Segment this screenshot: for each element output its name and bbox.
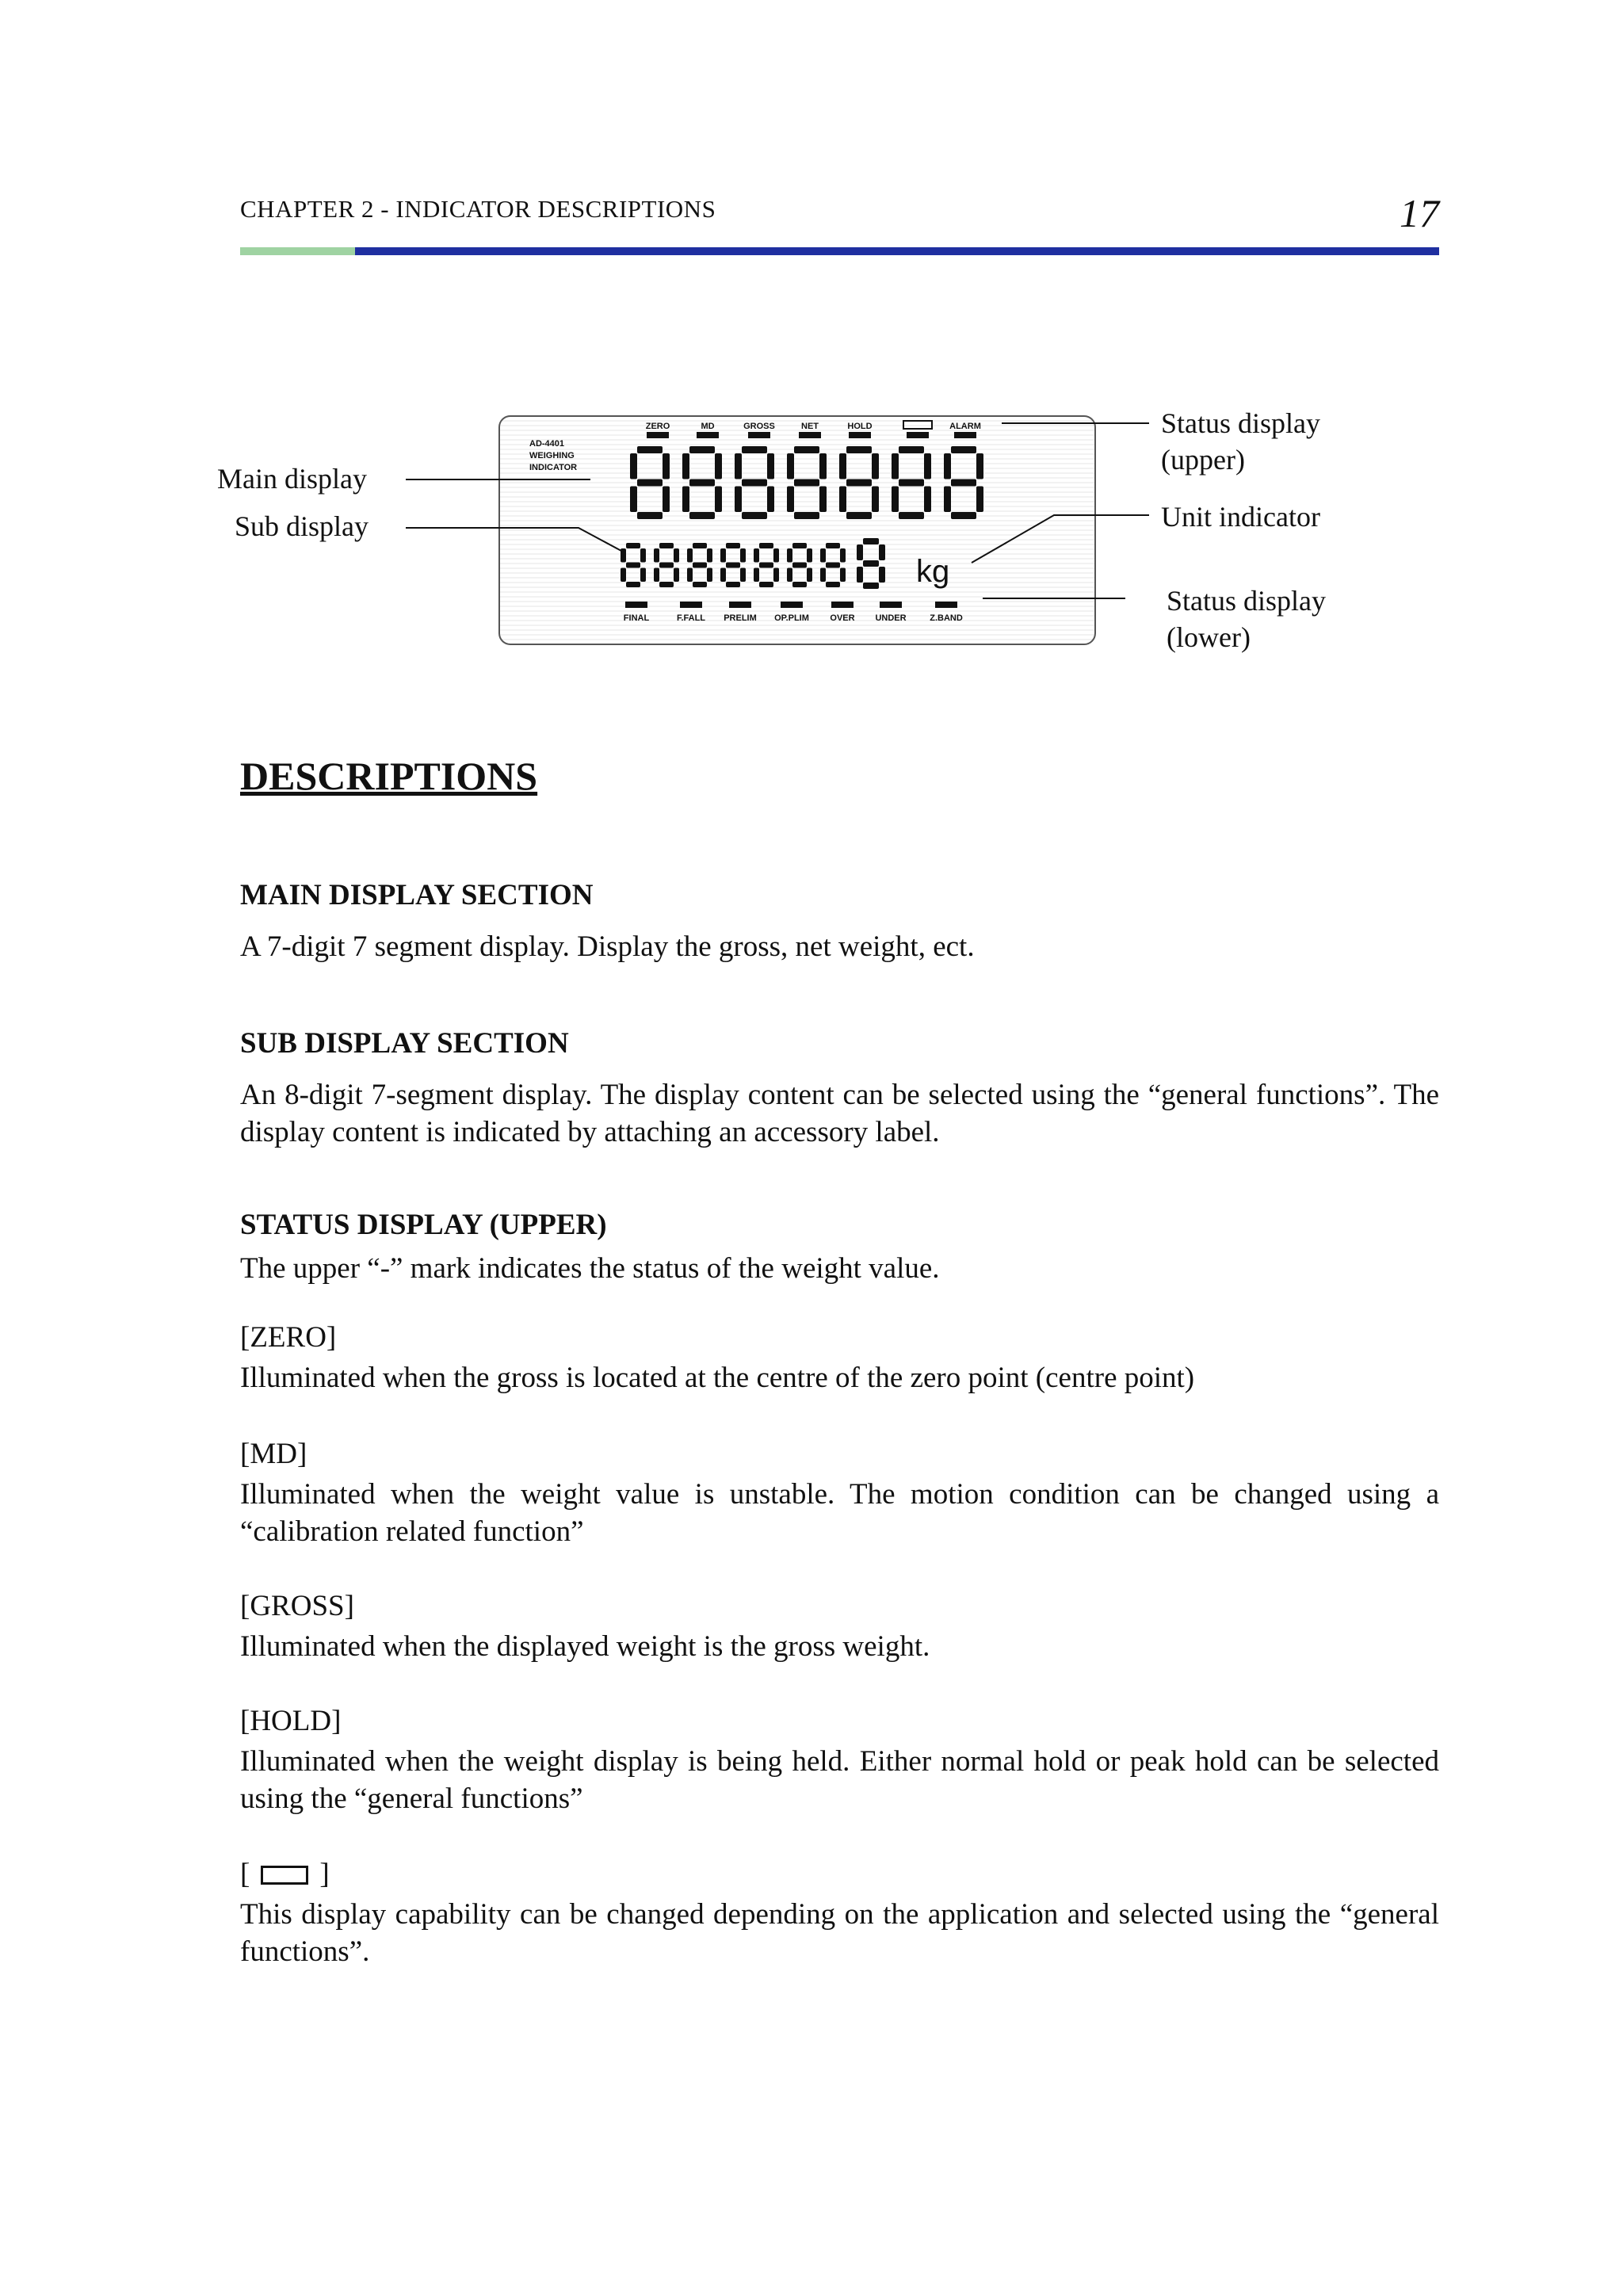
item-text: This display capability can be changed depending on the application and selected using the “general functions”. [240, 1898, 1439, 1968]
item-text: Illuminated when the weight display is being held. Either normal hold or peak hold can be selected using the “general functions” [240, 1745, 1439, 1815]
status-mark [880, 602, 902, 608]
section-title: SUB DISPLAY SECTION [240, 1027, 569, 1060]
descriptions-heading: DESCRIPTIONS [240, 754, 538, 798]
upper-status-label: NET [801, 422, 819, 431]
box-mark-icon [261, 1866, 308, 1885]
bracket-open: [ [240, 1858, 250, 1890]
callout-status-lower: Status display [1167, 585, 1327, 617]
lower-status-label: UNDER [875, 613, 907, 623]
section-title: STATUS DISPLAY (UPPER) [240, 1209, 607, 1241]
section-title: MAIN DISPLAY SECTION [240, 879, 594, 911]
section-text: A 7-digit 7 segment display. Display the gross, net weight, ect. [240, 930, 975, 963]
md-item [240, 1437, 1439, 1550]
panel-model-text: AD-4401 [529, 439, 565, 449]
callout-status-upper-sub: (upper) [1161, 444, 1245, 476]
indicator-diagram [0, 0, 1623, 713]
box-item [240, 1857, 1439, 1970]
callout-main-display: Main display [217, 463, 367, 495]
lower-status-label: OVER [830, 613, 855, 623]
hold-item [240, 1704, 1439, 1817]
item-label: [MD] [240, 1438, 307, 1470]
item-text: Illuminated when the displayed weight is the gross weight. [240, 1630, 930, 1663]
callout-unit-indicator: Unit indicator [1161, 501, 1320, 533]
section-text: The upper “-” mark indicates the status of the weight value. [240, 1252, 940, 1285]
status-mark [697, 432, 719, 438]
item-text: Illuminated when the gross is located at the centre of the zero point (centre point) [240, 1362, 1195, 1394]
status-mark [680, 602, 702, 608]
upper-status-label: ZERO [645, 422, 670, 431]
chapter-title: CHAPTER 2 - INDICATOR DESCRIPTIONS [240, 195, 716, 223]
lower-status-label: PRELIM [724, 613, 757, 623]
panel-model-text: INDICATOR [529, 463, 578, 472]
item-label: [GROSS] [240, 1590, 354, 1622]
main-display-section [240, 878, 1439, 965]
lower-status-label: OP.PLIM [774, 613, 809, 623]
bracket-close: ] [319, 1858, 330, 1890]
status-mark [935, 602, 957, 608]
status-mark [729, 602, 751, 608]
upper-status-label: HOLD [847, 422, 873, 431]
status-mark [799, 432, 821, 438]
unit-indicator: kg [916, 554, 950, 589]
callout-sub-display: Sub display [235, 510, 369, 542]
item-text: Illuminated when the weight value is unstable. The motion condition can be changed using a “calibration related function” [240, 1478, 1439, 1548]
panel-model-text: WEIGHING [529, 451, 575, 460]
upper-status-label: MD [701, 422, 715, 431]
item-label [240, 1857, 1439, 1891]
status-mark [831, 602, 854, 608]
upper-status-label: GROSS [743, 422, 775, 431]
callout-status-lower-sub: (lower) [1167, 621, 1251, 653]
item-label: [HOLD] [240, 1705, 342, 1737]
status-mark [625, 602, 647, 608]
status-mark [907, 432, 929, 438]
sub-display-section [240, 1026, 1439, 1151]
gross-item [240, 1589, 1439, 1665]
status-mark [781, 602, 803, 608]
item-label: [ZERO] [240, 1321, 337, 1354]
upper-status-label: ALARM [949, 422, 981, 431]
status-upper-section [240, 1208, 1439, 1287]
lower-status-label: FINAL [623, 613, 650, 623]
lower-status-label: Z.BAND [930, 613, 963, 623]
status-mark [849, 432, 871, 438]
status-mark [748, 432, 770, 438]
callout-status-upper: Status display [1161, 407, 1321, 439]
page-number: 17 [1400, 191, 1439, 235]
zero-item [240, 1320, 1439, 1396]
status-mark [647, 432, 669, 438]
section-text: An 8-digit 7-segment display. The display content can be selected using the “general functions”. The display content is indicated by attaching an accessory label. [240, 1079, 1439, 1148]
lower-status-label: F.FALL [676, 613, 706, 623]
status-mark [954, 432, 976, 438]
